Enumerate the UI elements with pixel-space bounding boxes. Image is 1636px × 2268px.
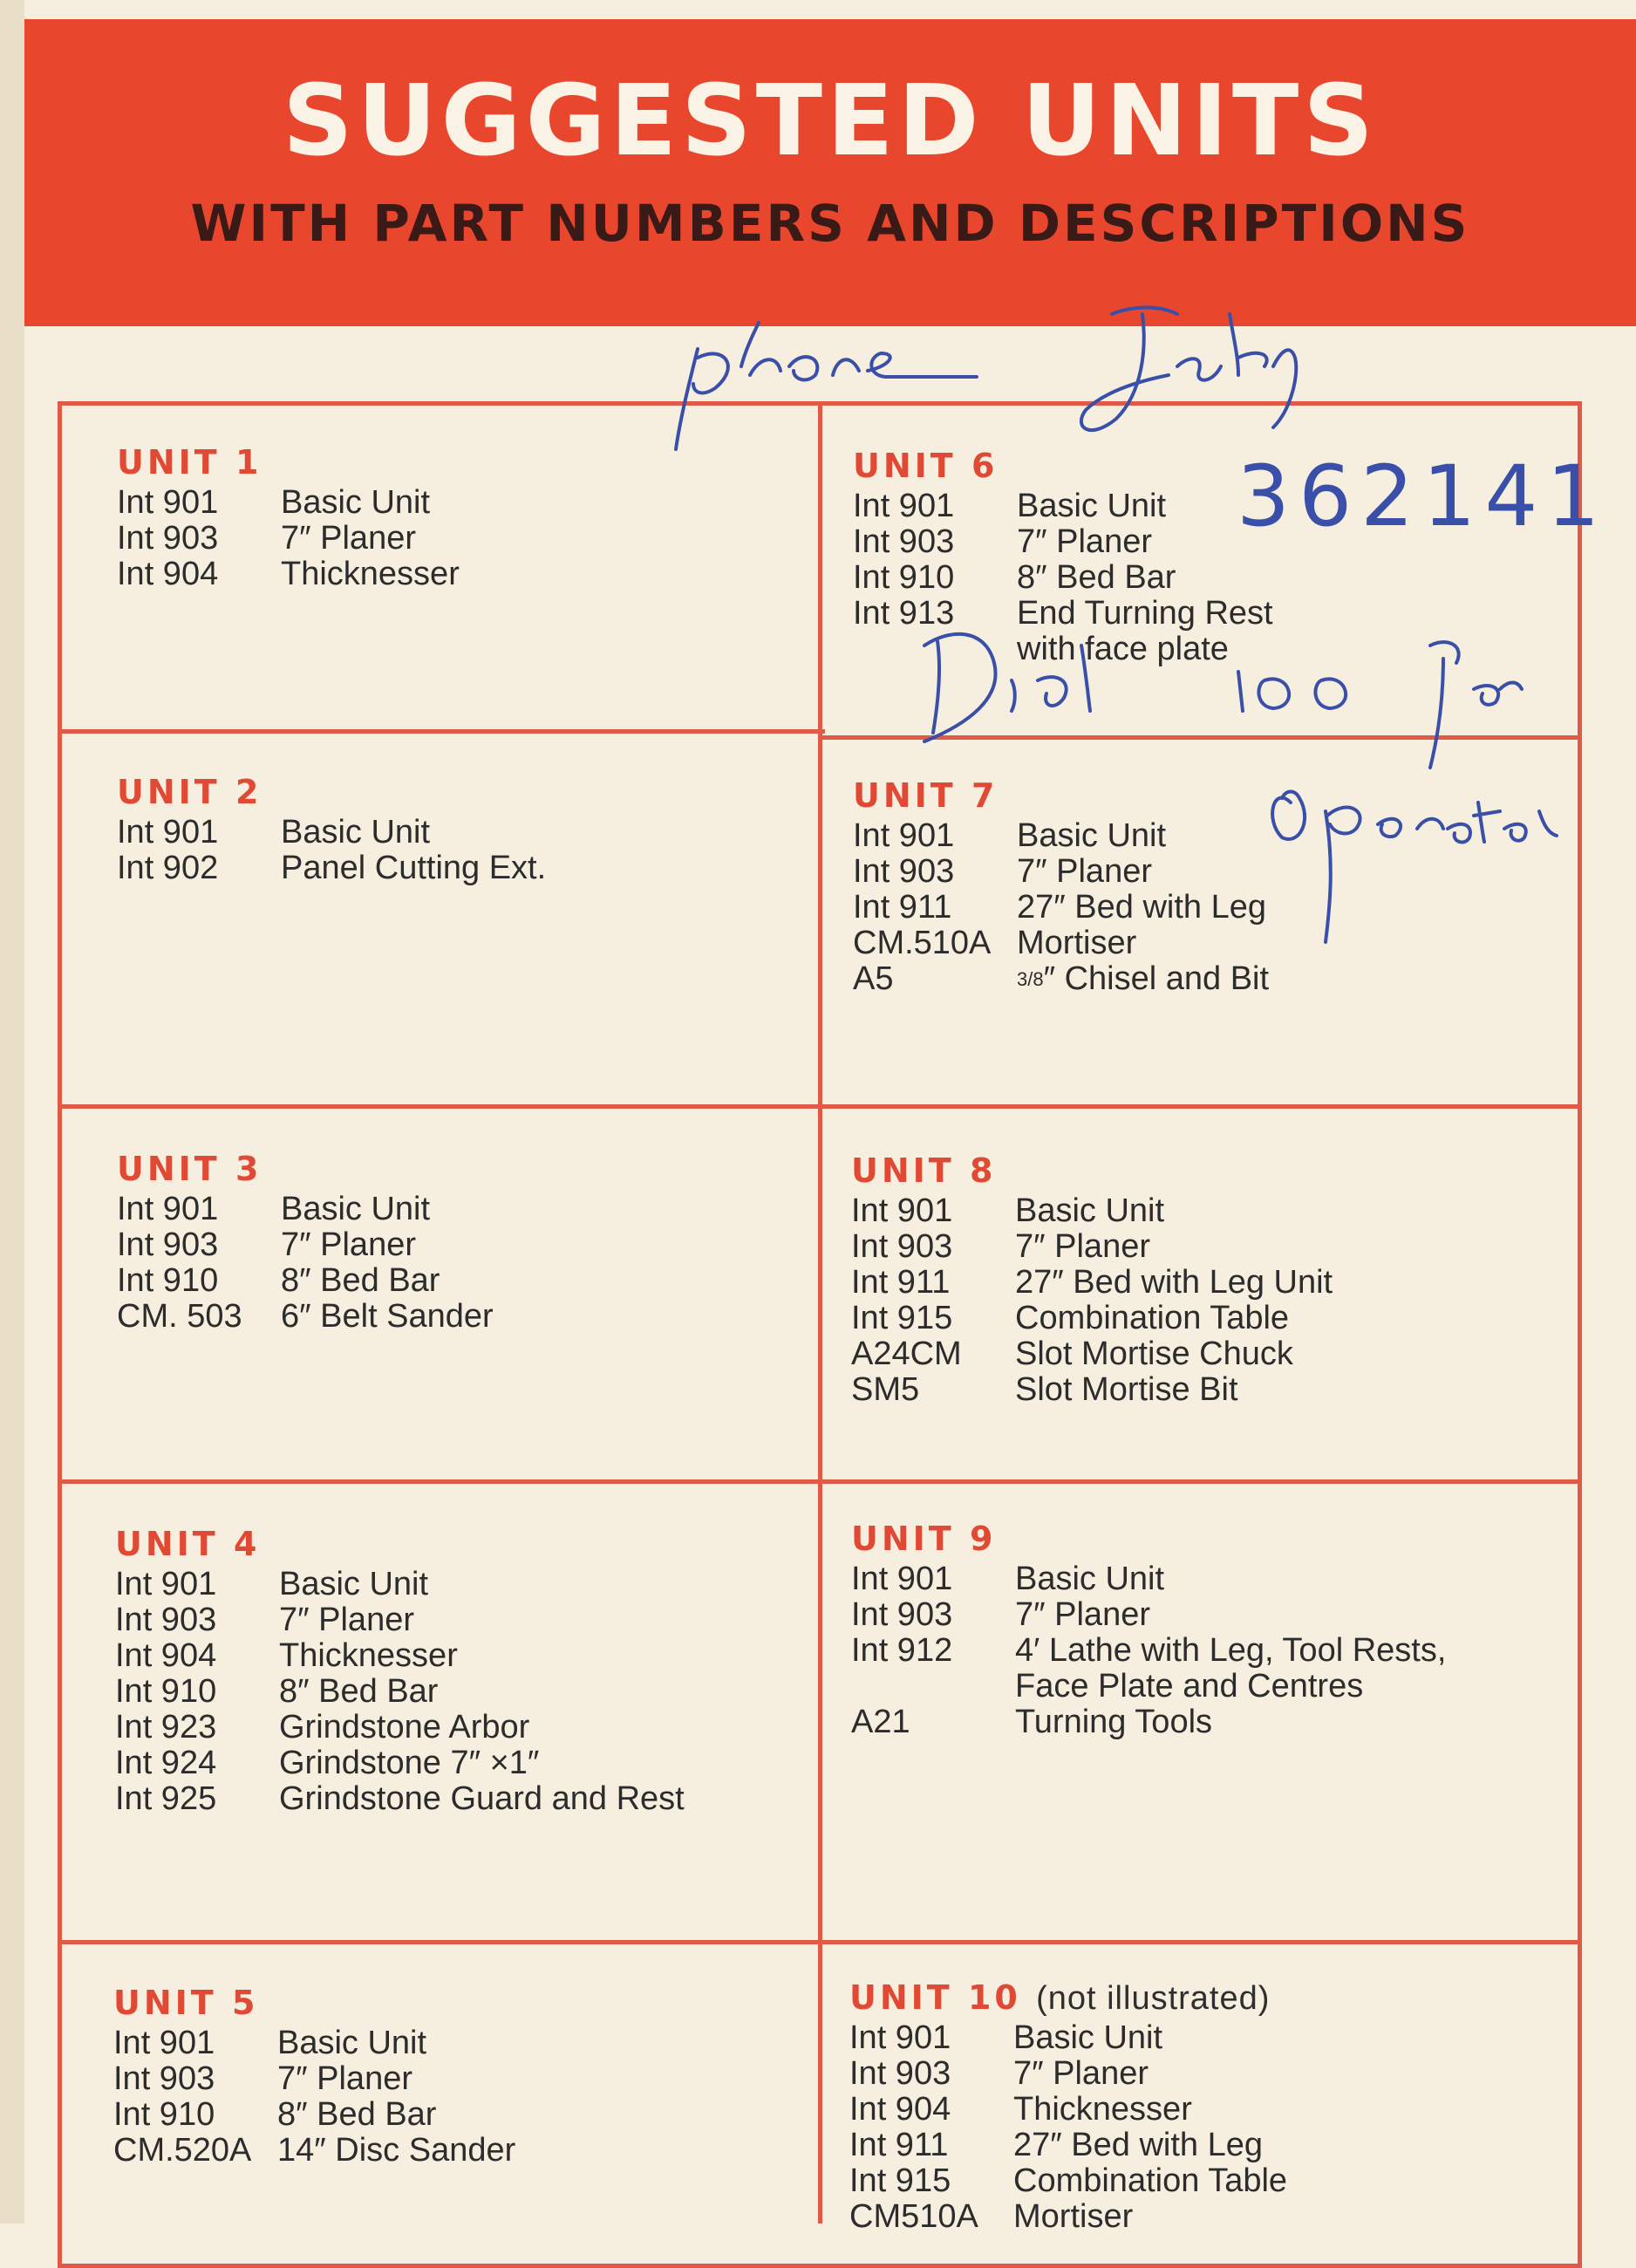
part-number: Int 901 — [117, 1191, 219, 1227]
unit-title-text: UNIT 5 — [113, 1984, 259, 2022]
part-number: SM5 — [851, 1371, 920, 1408]
part-number: Int 903 — [851, 1596, 953, 1633]
part-number: Int 910 — [117, 1262, 219, 1299]
part-number: Int 901 — [115, 1566, 217, 1602]
part-number: Int 923 — [115, 1709, 217, 1745]
part-number: Int 901 — [117, 484, 219, 521]
part-number: Int 901 — [113, 2025, 215, 2061]
part-description: 14″ Disc Sander — [277, 2132, 516, 2169]
part-number: Int 913 — [853, 595, 955, 632]
part-description: 27″ Bed with Leg — [1017, 889, 1266, 926]
part-description: Mortiser — [1013, 2198, 1134, 2235]
part-number: Int 901 — [853, 817, 955, 854]
part-number: Int 904 — [115, 1637, 217, 1674]
unit-title-text: UNIT 7 — [853, 776, 999, 815]
part-number: Int 903 — [849, 2055, 951, 2092]
part-description: Slot Mortise Bit — [1015, 1371, 1238, 1408]
part-number: Int 901 — [853, 488, 955, 524]
part-number: Int 904 — [849, 2091, 951, 2128]
part-description: Basic Unit — [277, 2025, 427, 2061]
part-description: 27″ Bed with Leg — [1013, 2127, 1263, 2163]
part-description: Basic Unit — [1013, 2019, 1163, 2056]
part-description: Thicknesser — [279, 1637, 458, 1674]
part-number: Int 901 — [851, 1561, 953, 1597]
part-number: CM.510A — [853, 925, 992, 961]
handwriting-phone-stroke — [676, 323, 977, 449]
unit-title-text: UNIT 10 — [849, 1978, 1021, 2017]
part-description: with face plate — [1017, 631, 1229, 667]
part-number: A21 — [851, 1704, 910, 1740]
part-description: 7″ Planer — [1013, 2055, 1149, 2092]
part-description: 7″ Planer — [281, 520, 416, 557]
part-description: Grindstone Guard and Rest — [279, 1780, 685, 1817]
part-description: Combination Table — [1013, 2162, 1288, 2199]
part-description: 7″ Planer — [281, 1226, 416, 1263]
handwritten-number: 362141 — [1237, 447, 1609, 545]
part-number: Int 903 — [853, 853, 955, 890]
part-number: Int 911 — [851, 1264, 951, 1301]
part-number: CM510A — [849, 2198, 978, 2235]
part-number: Int 903 — [853, 523, 955, 560]
part-description: Turning Tools — [1015, 1704, 1213, 1740]
part-description: Basic Unit — [1015, 1561, 1165, 1597]
part-number: Int 925 — [115, 1780, 217, 1817]
part-number: Int 904 — [117, 556, 219, 592]
part-number: Int 902 — [117, 850, 219, 886]
part-number: Int 903 — [117, 520, 219, 557]
part-number: Int 901 — [851, 1192, 953, 1229]
unit-title-text: UNIT 8 — [851, 1151, 997, 1190]
part-number: Int 910 — [113, 2096, 215, 2133]
fraction: 3/8 — [1017, 968, 1044, 990]
unit-title-text: UNIT 1 — [117, 443, 262, 482]
part-number: Int 901 — [849, 2019, 951, 2056]
part-description: Basic Unit — [281, 814, 431, 850]
part-description-text: ″ Chisel and Bit — [1043, 960, 1270, 997]
part-description: Basic Unit — [1017, 488, 1167, 524]
part-number: Int 903 — [117, 1226, 219, 1263]
handwriting-name-stroke — [1081, 308, 1296, 431]
part-description: 8″ Bed Bar — [281, 1262, 440, 1299]
part-description: Grindstone 7″ ×1″ — [279, 1745, 540, 1781]
part-description: Mortiser — [1017, 925, 1137, 961]
part-number: Int 912 — [851, 1632, 953, 1669]
part-number: Int 911 — [853, 889, 952, 926]
part-description: 8″ Bed Bar — [1017, 559, 1176, 596]
unit-title-text: UNIT 2 — [117, 773, 262, 811]
part-description: 27″ Bed with Leg Unit — [1015, 1264, 1333, 1301]
handwriting-dial-stroke — [924, 634, 1522, 768]
part-description: 4′ Lathe with Leg, Tool Rests, — [1015, 1632, 1447, 1669]
unit-title-text: UNIT 6 — [853, 447, 999, 485]
unit-note: (not illustrated) — [1036, 1980, 1271, 2017]
part-number: Int 903 — [851, 1228, 953, 1265]
part-description: Basic Unit — [279, 1566, 429, 1602]
part-number: Int 924 — [115, 1745, 217, 1781]
part-description: 7″ Planer — [1015, 1596, 1150, 1633]
part-number: Int 903 — [115, 1602, 217, 1638]
part-number: Int 901 — [117, 814, 219, 850]
handwriting-operator-stroke — [1272, 792, 1557, 943]
part-description: Face Plate and Centres — [1015, 1668, 1364, 1704]
page-subtitle: WITH PART NUMBERS AND DESCRIPTIONS — [190, 194, 1470, 253]
part-description: Thicknesser — [281, 556, 460, 592]
part-number: Int 910 — [853, 559, 955, 596]
part-number: Int 910 — [115, 1673, 217, 1710]
part-description: Slot Mortise Chuck — [1015, 1336, 1293, 1372]
part-description: Grindstone Arbor — [279, 1709, 530, 1745]
part-number: CM. 503 — [117, 1298, 242, 1335]
part-description: 7″ Planer — [277, 2060, 412, 2097]
unit-title-text: UNIT 4 — [115, 1525, 261, 1563]
part-number: Int 915 — [849, 2162, 951, 2199]
part-description: Basic Unit — [281, 1191, 431, 1227]
part-description: 6″ Belt Sander — [281, 1298, 494, 1335]
unit-title-text: UNIT 9 — [851, 1520, 997, 1558]
part-number: Int 915 — [851, 1300, 953, 1336]
part-description: Basic Unit — [1015, 1192, 1165, 1229]
part-description: End Turning Rest — [1017, 595, 1273, 632]
part-number: Int 911 — [849, 2127, 949, 2163]
part-number: CM.520A — [113, 2132, 252, 2169]
part-number: A5 — [853, 960, 894, 997]
part-number: A24CM — [851, 1336, 962, 1372]
part-number: Int 903 — [113, 2060, 215, 2097]
part-description: 7″ Planer — [1017, 853, 1152, 890]
part-description: Basic Unit — [281, 484, 431, 521]
unit-title-text: UNIT 3 — [117, 1150, 262, 1188]
part-description: 8″ Bed Bar — [279, 1673, 439, 1710]
part-description: Thicknesser — [1013, 2091, 1192, 2128]
part-description: 7″ Planer — [1015, 1228, 1150, 1265]
page-title: SUGGESTED UNITS — [283, 65, 1378, 178]
part-description: 8″ Bed Bar — [277, 2096, 437, 2133]
part-description: Combination Table — [1015, 1300, 1290, 1336]
part-description: Panel Cutting Ext. — [281, 850, 547, 886]
part-description: Basic Unit — [1017, 817, 1167, 854]
part-description: 7″ Planer — [1017, 523, 1152, 560]
part-description: 7″ Planer — [279, 1602, 414, 1638]
